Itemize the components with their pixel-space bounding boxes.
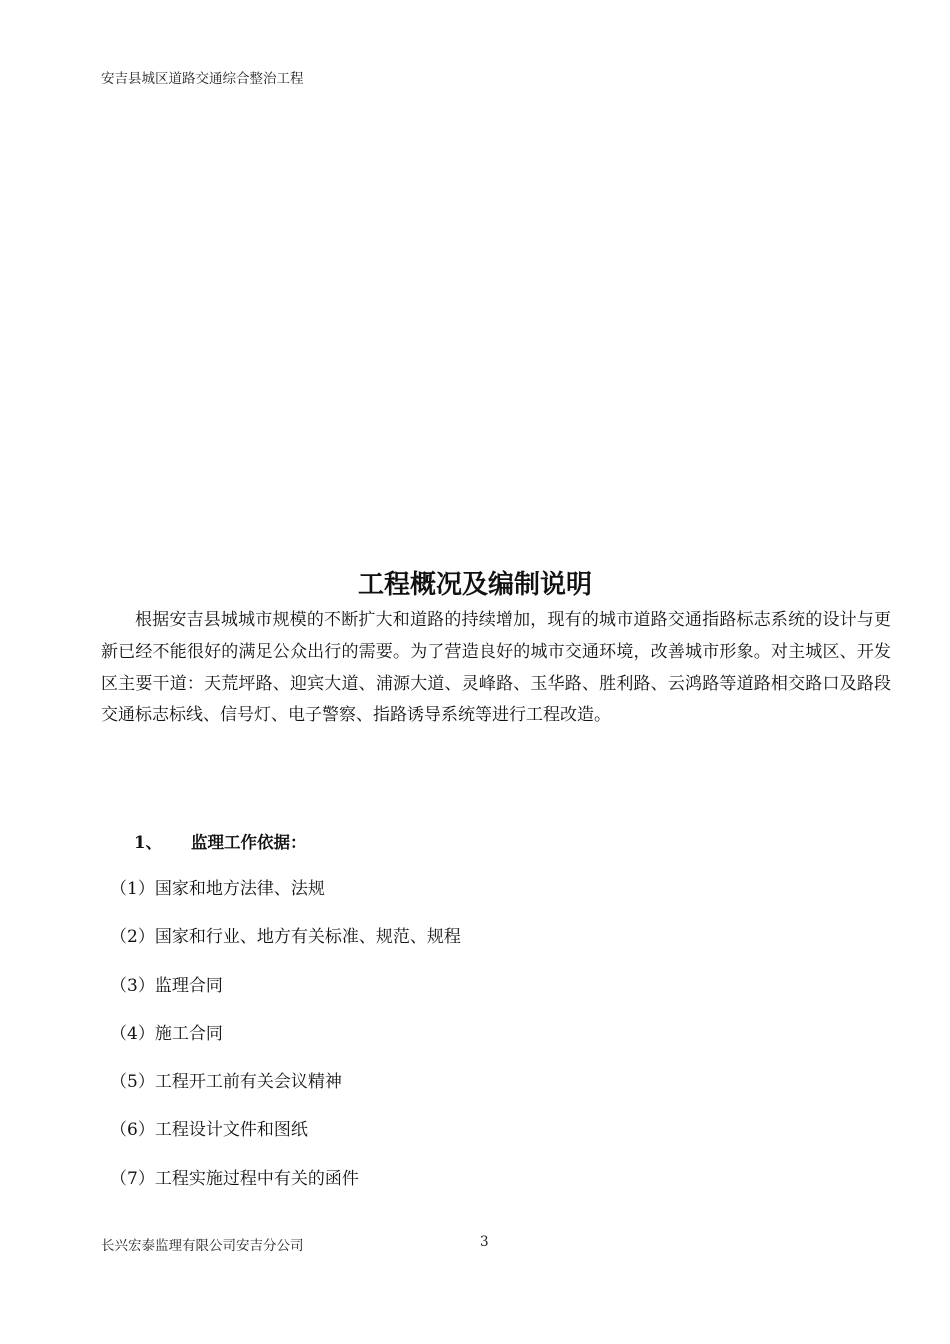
list-item: （2）国家和行业、地方有关标准、规范、规程 <box>110 927 461 948</box>
footer-company: 长兴宏泰监理有限公司安吉分公司 <box>101 1238 304 1254</box>
list-item: （1）国家和地方法律、法规 <box>110 879 325 899</box>
list-item: （4）施工合同 <box>110 1023 223 1044</box>
page-number: 3 <box>480 1234 489 1250</box>
basis-list <box>110 873 461 1211</box>
section-heading <box>134 829 307 853</box>
intro-paragraph: 根据安吉县城城市规模的不断扩大和道路的持续增加，现有的城市道路交通指路标志系统的设计与更新已经不能很好的满足公众出行的需要。为了营造良好的城市交通环境，改善城市形象。对主城区、开发区主要干道：天荒坪路、迎宾大道、浦源大道、灵峰路、玉华路、胜利路、云鸿路等道路相交路口及路段交通标志标线、信号灯、电子警察、指路诱导系统等进行工程改造。 <box>101 610 891 726</box>
list-item: （5）工程开工前有关会议精神 <box>110 1072 342 1093</box>
section-title: 监理工作依据： <box>191 833 307 852</box>
list-item: （3）监理合同 <box>110 975 223 996</box>
page-header: 安吉县城区道路交通综合整治工程 <box>101 71 304 87</box>
list-item: （7）工程实施过程中有关的函件 <box>110 1168 359 1189</box>
list-item: （6）工程设计文件和图纸 <box>110 1120 308 1141</box>
section-number: 1、 <box>134 833 162 852</box>
document-title: 工程概况及编制说明 <box>357 570 592 600</box>
